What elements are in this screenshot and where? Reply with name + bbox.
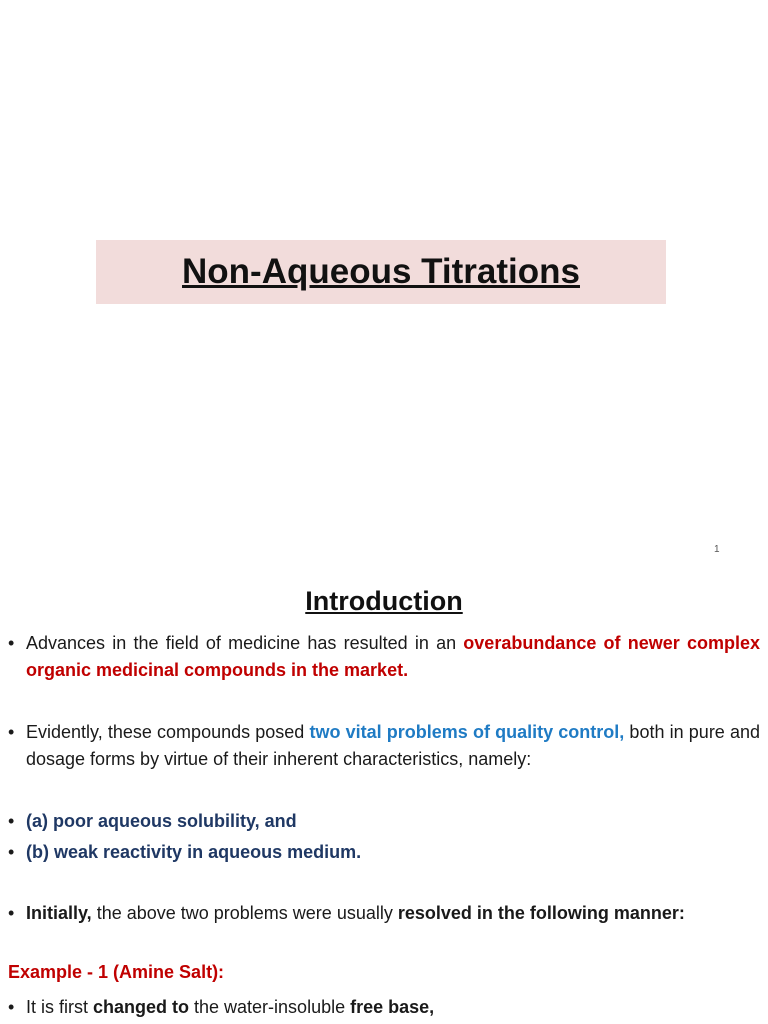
section-heading: Introduction <box>305 586 463 616</box>
bullet-text: Advances in the field of medicine has resulted in an <box>26 633 464 653</box>
bullet-text: (b) weak reactivity in aqueous medium. <box>26 842 362 862</box>
bullet-bold: free base, <box>350 997 435 1017</box>
bullet-dot: • <box>8 997 15 1017</box>
bullet-initially <box>8 900 760 927</box>
slide-title: Non-Aqueous Titrations <box>182 252 580 291</box>
bullet-text: Evidently, these compounds posed <box>26 722 310 742</box>
slide-2 <box>0 570 768 1024</box>
bullet-bold: Initially, <box>26 903 92 923</box>
bullet-solubility <box>8 808 760 835</box>
bullet-dot: • <box>8 903 15 923</box>
bullet-reactivity <box>8 839 760 866</box>
title-box <box>96 240 666 304</box>
bullet-text: (a) poor aqueous solubility, and <box>26 811 297 831</box>
bullet-highlight: two vital problems of quality control, <box>309 722 625 742</box>
bullet-dot: • <box>8 633 15 653</box>
bullet-evidently <box>8 719 760 773</box>
bullet-text: the water-insoluble <box>189 997 351 1017</box>
bullet-dot: • <box>8 811 15 831</box>
example-heading: Example - 1 (Amine Salt): <box>8 962 225 982</box>
page-number: 1 <box>714 544 720 555</box>
bullet-bold: resolved in the following manner: <box>397 903 685 923</box>
bullet-dot: • <box>8 722 15 742</box>
bullet-text: the above two problems were usually <box>91 903 398 923</box>
bullet-bold: changed to <box>93 997 190 1017</box>
bullet-highlight: overabundance of newer complex organic medicinal compounds in the market. <box>26 633 760 680</box>
bullet-advances <box>8 630 760 684</box>
bullet-text: both in pure and dosage forms by virtue of their inherent characteristics, namely: <box>26 722 761 769</box>
bullet-text: It is first <box>26 997 93 1017</box>
bullet-dot: • <box>8 842 15 862</box>
bullet-changed <box>8 994 760 1021</box>
